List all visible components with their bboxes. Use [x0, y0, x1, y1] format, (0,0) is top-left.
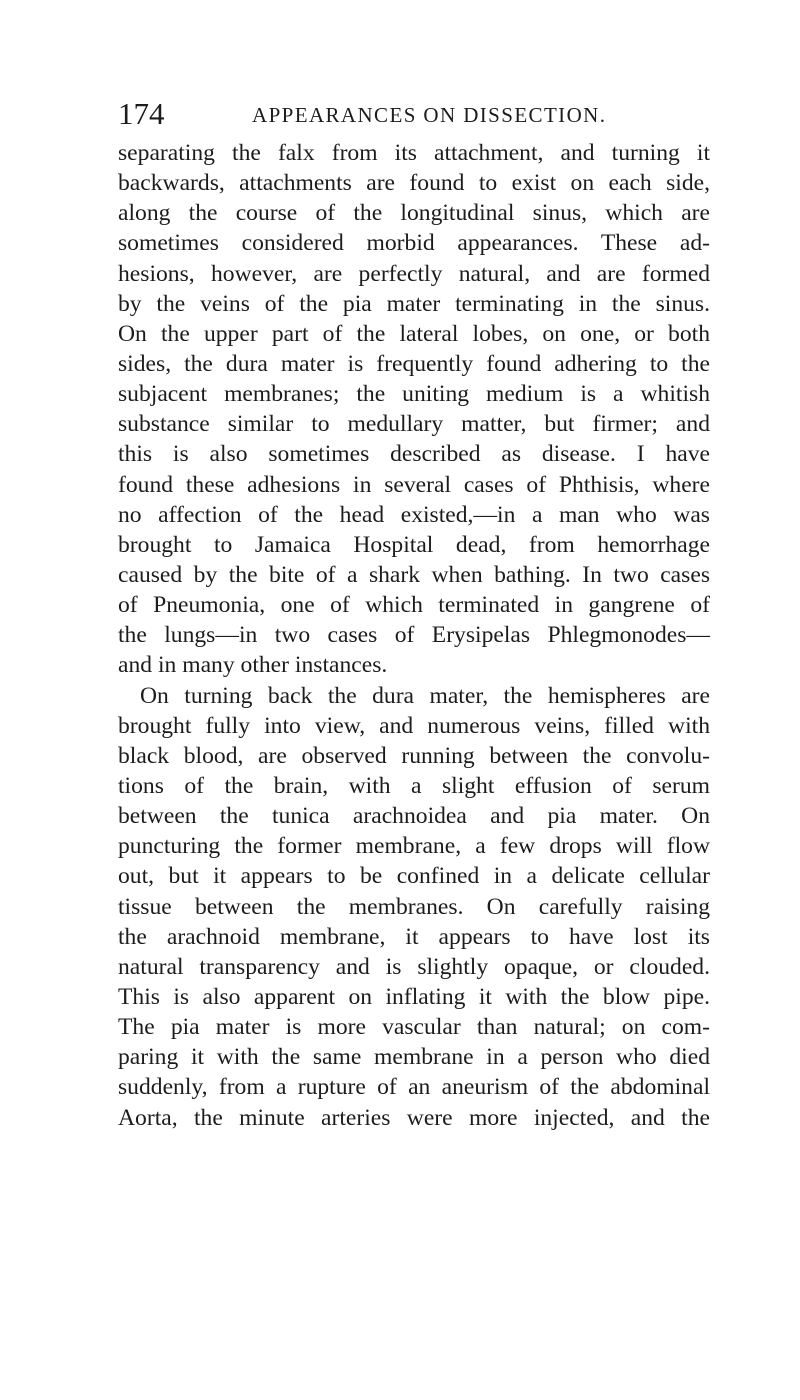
- text-line: substance similar to medullary matter, but firmer; and: [118, 411, 710, 438]
- text-line: the lungs—in two cases of Erysipelas Phlegmonodes—: [118, 622, 710, 649]
- text-line: sometimes considered morbid appearances. These ad-: [118, 230, 710, 257]
- running-head: [118, 96, 708, 132]
- body-text: [118, 138, 710, 1133]
- paragraph-end-line: and in many other instances.: [118, 652, 388, 679]
- text-line: backwards, attachments are found to exist on each side,: [118, 170, 710, 197]
- text-line: tions of the brain, with a slight effusion of serum: [118, 772, 710, 799]
- text-line: natural transparency and is slightly opaque, or clouded.: [118, 953, 710, 980]
- text-line: Aorta, the minute arteries were more injected, and the: [118, 1104, 710, 1131]
- text-line: paring it with the same membrane in a person who died: [118, 1044, 710, 1071]
- text-line: suddenly, from a rupture of an aneurism of the abdominal: [118, 1074, 710, 1101]
- text-line: black blood, are observed running between the convolu-: [118, 742, 710, 769]
- text-line: out, but it appears to be confined in a delicate cellular: [118, 863, 710, 890]
- text-line: this is also sometimes described as disease. I have: [118, 441, 710, 468]
- text-line: along the course of the longitudinal sinus, which are: [118, 200, 710, 227]
- text-line: hesions, however, are perfectly natural, and are formed: [118, 260, 710, 287]
- text-line: subjacent membranes; the uniting medium is a whitish: [118, 381, 710, 408]
- text-line: puncturing the former membrane, a few drops will flow: [118, 833, 710, 860]
- running-title: APPEARANCES ON DISSECTION.: [252, 103, 607, 127]
- text-line: brought to Jamaica Hospital dead, from hemorrhage: [118, 531, 710, 558]
- page-number: 174: [118, 96, 165, 131]
- text-line: found these adhesions in several cases of Phthisis, where: [118, 471, 710, 498]
- text-line: no affection of the head existed,—in a man who was: [118, 501, 710, 528]
- text-line: On the upper part of the lateral lobes, on one, or both: [118, 320, 710, 347]
- paragraph-start-line: On turning back the dura mater, the hemispheres are: [140, 682, 710, 709]
- text-line: caused by the bite of a shark when bathing. In two cases: [118, 561, 710, 588]
- text-line: tissue between the membranes. On carefully raising: [118, 893, 710, 920]
- text-line: This is also apparent on inflating it with the blow pipe.: [118, 983, 710, 1010]
- text-line: separating the falx from its attachment, and turning it: [118, 140, 710, 166]
- text-line: brought fully into view, and numerous veins, filled with: [118, 712, 710, 739]
- text-line: between the tunica arachnoidea and pia mater. On: [118, 803, 710, 830]
- text-line: sides, the dura mater is frequently found adhering to the: [118, 350, 710, 377]
- text-line: The pia mater is more vascular than natural; on com-: [118, 1014, 710, 1041]
- text-line: by the veins of the pia mater terminating in the sinus.: [118, 290, 710, 317]
- text-line: the arachnoid membrane, it appears to have lost its: [118, 923, 710, 950]
- text-line: of Pneumonia, one of which terminated in gangrene of: [118, 592, 710, 619]
